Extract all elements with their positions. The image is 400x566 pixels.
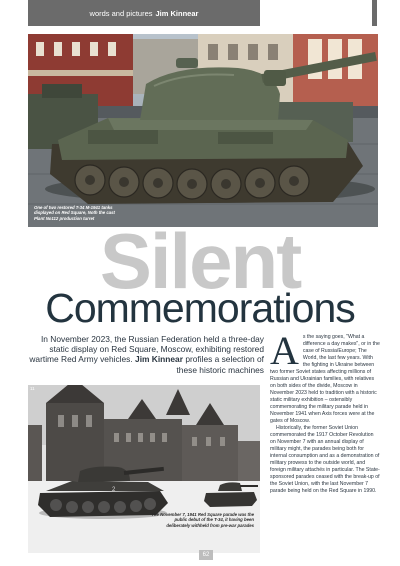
standfirst-tail: profiles a selection of these historic machines [176, 354, 264, 375]
byline-author: Jim Kinnear [155, 8, 199, 18]
body-paragraph-1: s the saying goes, "What a difference a day makes", or in the case of Russia/Europe; The World, the last few years. With the fighting in Ukraine between two former Soviet states affecting millions of Russian and Ukrainian families, with relatives on both sides of the divide, Moscow in November 2023 held to tradition with a historic static military exhibition – ostensibly commemorating the military parade held in November 1941 when Axis forces were at the gates of Moscow. [270, 334, 380, 424]
svg-text:2: 2 [112, 487, 116, 493]
hero-caption: One of two restored T-34 M-1941 tanks displayed on Red Square, Noth the cast Plant No112 production turret [34, 205, 115, 221]
standfirst-text: In November 2023, the Russian Federation held a three-day static display on Red Square, Moscow, exhibiting restored wartime Red Army vehicles. [29, 334, 264, 365]
parade-caption: The November 7, 1941 Red Square parade was the public debut of the T-34, it having been deliberately withheld from pre-war parades [151, 512, 254, 528]
page-title: Commemorations [45, 285, 355, 331]
drop-cap: A [270, 328, 299, 373]
standfirst [28, 334, 264, 375]
page-number: 62 [199, 550, 213, 560]
standfirst-author: Jim Kinnear [135, 354, 183, 365]
body-text [270, 328, 380, 495]
byline-bar [28, 0, 260, 26]
body-paragraph-2: Historically, the former Soviet Union commemorated the 1917 October Revolution on November 7 with an annual display of military might, the parades being both for internal consumption and as a demonstration of military prowess to the outside world, and foreign military attachés in particular. The State-sponsored parades ceased with the break-up of the Soviet Union, with the last November 7 parade being held on the Red Square in 1990. [270, 425, 380, 494]
photo-number: 11 [30, 386, 35, 391]
corner-tab [372, 0, 377, 26]
hero-photo [28, 34, 378, 227]
title-silent: Silent [99, 217, 301, 305]
byline-prefix: words and pictures [89, 8, 153, 18]
